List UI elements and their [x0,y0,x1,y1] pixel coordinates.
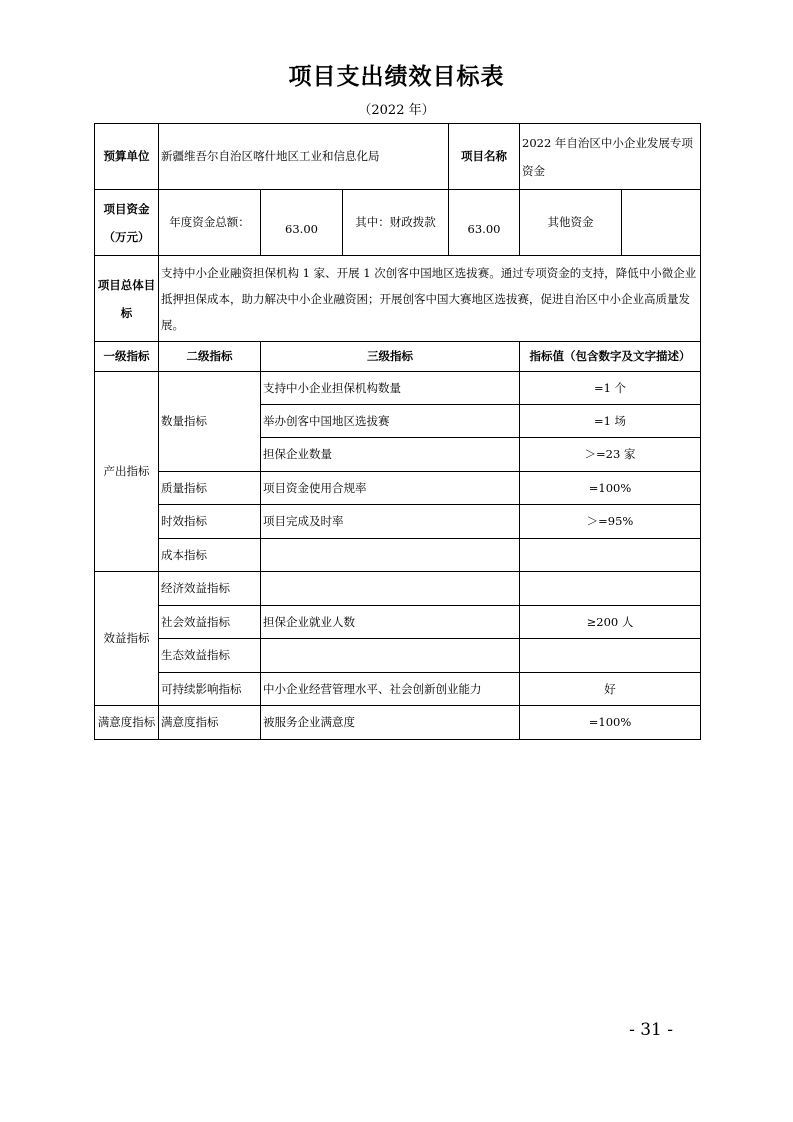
eco-indicator-label: 生态效益指标 [159,639,261,673]
table-row-value: ≥200 人 [520,606,701,639]
other-funds-value [622,190,701,256]
annual-total-value: 63.00 [261,190,343,256]
output-indicator-label: 产出指标 [95,372,159,572]
funding-label: 项目资金（万元） [95,190,159,256]
table-row-value: =100% [520,472,701,505]
table-row-value [520,639,701,673]
year-label: （2022 年） [358,103,435,118]
social-indicator-label: 社会效益指标 [159,606,261,639]
col-level1: 一级指标 [95,342,159,372]
timeliness-indicator-label: 时效指标 [159,505,261,539]
other-funds-label: 其他资金 [520,190,622,256]
performance-target-table [94,123,701,740]
col-level2: 二级指标 [159,342,261,372]
cost-indicator-label: 成本指标 [159,539,261,572]
table-row-name: 项目资金使用合规率 [261,472,520,505]
table-row-value [520,572,701,606]
quality-indicator-label: 质量指标 [159,472,261,505]
page-number: - 31 - [629,1020,673,1040]
goal-label: 项目总体目标 [95,256,159,342]
table-row-name: 中小企业经营管理水平、社会创新创业能力 [261,673,520,706]
table-row-name: 举办创客中国地区选拔赛 [261,405,520,438]
table-row-name [261,539,520,572]
page-title: 项目支出绩效目标表 [288,64,505,90]
table-row-name: 担保企业就业人数 [261,606,520,639]
fiscal-label: 其中：财政拨款 [343,190,449,256]
satisfaction-indicator-label: 满意度指标 [95,706,159,740]
fiscal-value: 63.00 [449,190,520,256]
table-row-value: =1 场 [520,405,701,438]
table-row-value: 好 [520,673,701,706]
sustain-indicator-label: 可持续影响指标 [159,673,261,706]
benefit-indicator-label: 效益指标 [95,572,159,706]
table-row-name: 项目完成及时率 [261,505,520,539]
table-row-name: 支持中小企业担保机构数量 [261,372,520,405]
table-row-value: ＞=23 家 [520,438,701,472]
project-name-value: 2022 年自治区中小企业发展专项资金 [520,124,701,190]
table-row-name: 担保企业数量 [261,438,520,472]
table-row-value: =1 个 [520,372,701,405]
annual-total-label: 年度资金总额： [159,190,261,256]
budget-unit-label: 预算单位 [95,124,159,190]
col-value: 指标值（包含数字及文字描述） [520,342,701,372]
goal-text: 支持中小企业融资担保机构 1 家、开展 1 次创客中国地区选拔赛。通过专项资金的支持，降低中小微企业抵押担保成本，助力解决中小企业融资困；开展创客中国大赛地区选拔赛，促进自治区中小企业高质量发展。 [159,256,701,342]
satisfaction-sub-label: 满意度指标 [159,706,261,740]
budget-unit-value: 新疆维吾尔自治区喀什地区工业和信息化局 [159,124,449,190]
economic-indicator-label: 经济效益指标 [159,572,261,606]
table-row-name [261,572,520,606]
col-level3: 三级指标 [261,342,520,372]
table-row-value: ＞=95% [520,505,701,539]
table-row-name [261,639,520,673]
table-row-value: =100% [520,706,701,740]
project-name-label: 项目名称 [449,124,520,190]
table-row-value [520,539,701,572]
table-row-name: 被服务企业满意度 [261,706,520,740]
quantity-indicator-label: 数量指标 [159,372,261,472]
